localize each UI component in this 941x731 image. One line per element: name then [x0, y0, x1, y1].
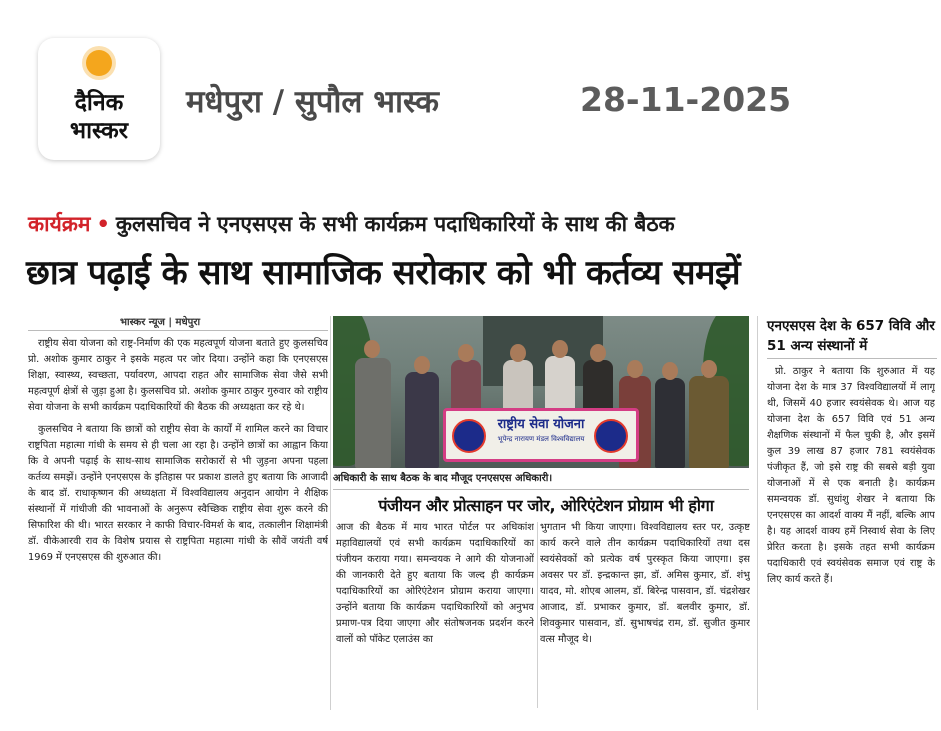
- kicker-bullet: •: [96, 212, 110, 236]
- banner-title: राष्ट्रीय सेवा योजना: [497, 417, 585, 432]
- photo-person-head: [701, 360, 717, 378]
- photo-person: [355, 358, 391, 468]
- column-divider: [757, 316, 758, 710]
- column-divider: [330, 316, 331, 710]
- column-4-paragraph: प्रो. ठाकुर ने बताया कि शुरुआत में यह योजना देश के मात्र 37 विश्वविद्यालयों में लागू थी, जिसमें 40 हजार स्वयंसेवक थे। आज यह योजना देश के 657 विवि एवं 51 अन्य शैक्षणिक संस्थानों में फैल चुकी है, और इसमें कुल 39 लाख 87 हजार 781 स्वयंसेवक पंजीकृत हैं, जो इसे राष्ट्र की सबसे बड़ी युवा योजनाओं में से एक बनाती है। कार्यक्रम समन्वयक डॉ. सुधांशु शेखर ने बताया कि एनएसएस का आदर्श वाक्य मैं नहीं, बल्कि आप है। यह आदर्श वाक्य हमें निस्वार्थ सेवा के लिए प्रेरित करता है। इसके तहत सभी कार्यक्रम पदाधिकारी एवं स्वयंसेवक समाज एवं राष्ट्र के लिए कार्य करते हैं।: [767, 366, 935, 585]
- kicker-label: कार्यक्रम: [28, 212, 91, 236]
- photo-person-head: [662, 362, 678, 380]
- article-kicker: [28, 210, 675, 238]
- photo-person-head: [552, 340, 568, 358]
- sidebar-headline: एनएसएस देश के 657 विवि और 51 अन्य संस्थानों में: [767, 318, 935, 354]
- photo-person-head: [627, 360, 643, 378]
- edition-title: मधेपुरा / सुपौल भास्क: [186, 84, 439, 120]
- article-headline: छात्र पढ़ाई के साथ सामाजिक सरोकार को भी कर्तव्य समझें: [26, 253, 741, 293]
- column-1-paragraph-1: राष्ट्रीय सेवा योजना को राष्ट्र-निर्माण की एक महत्वपूर्ण योजना बताते हुए कुलसचिव प्रो. अशोक कुमार ठाकुर ने इसके महत्व पर जोर दिया। उन्होंने कहा कि एनएसएस शिक्षा, स्वास्थ्य, स्वच्छता, पर्यावरण, आपदा राहत और सामाजिक सेवा जैसे सभी महत्वपूर्ण क्षेत्रों से जुड़ा हुआ है। कुलसचिव प्रो. अशोक कुमार ठाकुर गुरुवार को राष्ट्रीय सेवा योजना के सभी कार्यक्रम पदाधिकारियों की बैठक की अध्यक्षता कर रहे थे।: [28, 338, 328, 413]
- caption-divider: [333, 489, 749, 490]
- kicker-text: कुलसचिव ने एनएसएस के सभी कार्यक्रम पदाधिकारियों के साथ की बैठक: [115, 212, 675, 236]
- photo-person-head: [510, 344, 526, 362]
- column-1-paragraph-2: कुलसचिव ने बताया कि छात्रों को राष्ट्रीय सेवा के कार्यों में शामिल करने का विचार राष्ट्रपिता महात्मा गांधी के समय से ही चला आ रहा है। उन्होंने छात्रों का आह्वान किया कि वे अपनी पढ़ाई के साथ-साथ सामाजिक सरोकारों से भी जुड़ना अपना पहला कर्तव्य समझें। उन्होंने एनएसएस के इतिहास पर प्रकाश डालते हुए बताया कि आजादी के बाद डॉ. राधाकृष्णन की अध्यक्षता में विश्वविद्यालय अनुदान आयोग ने शैक्षिक संस्थानों में गांधीजी की भावनाओं के अनुरूप स्वैच्छिक राष्ट्रीय सेवा शुरू करने की सिफारिश की थी। भारत सरकार ने काफी विचार-विमर्श के बाद, तत्कालीन शिक्षामंत्री डॉ. वीकेआरवी राव के विशेष प्रयास से राष्ट्रपिता महात्मा गांधी के सौवें जयंती वर्ष 1969 में एनएसएस की शुरुआत की।: [28, 424, 328, 563]
- photo-person-head: [364, 340, 380, 358]
- article-photo: [333, 316, 749, 468]
- article-byline: भास्कर न्यूज | मधेपुरा: [120, 317, 201, 328]
- article-column-1: [28, 336, 328, 706]
- photo-person: [689, 376, 729, 468]
- photo-caption: अधिकारी के साथ बैठक के बाद मौजूद एनएसएस अधिकारी।: [333, 473, 553, 484]
- byline-divider: [28, 330, 328, 331]
- edition-date: 28-11-2025: [580, 80, 792, 119]
- article-column-2: आज की बैठक में माय भारत पोर्टल पर अधिकांश महाविद्यालयों एवं सभी कार्यक्रम पदाधिकारियों का पंजीयन कराया गया। समन्वयक ने आगे की योजनाओं की जानकारी देते हुए बताया कि जल्द ही कार्यक्रम पदाधिकारियों का ओरिएंटेशन प्रोग्राम कराया जाएगा। उन्होंने बताया कि कार्यक्रम पदाधिकारियों को अनुभव प्रमाण-पत्र दिया जाएगा और संतोषजनक प्रदर्शन करने वालों को पॉकेट एलाउंस का: [336, 522, 534, 645]
- newspaper-logo: [38, 38, 160, 160]
- article-column-4: [767, 364, 935, 706]
- article-subheadline: पंजीयन और प्रोत्साहन पर जोर, ओरिएंटेशन प्रोग्राम भी होगा: [378, 496, 714, 515]
- nss-banner: [443, 408, 639, 462]
- logo-text-line1: दैनिक: [74, 90, 124, 116]
- sun-icon: [86, 50, 112, 76]
- photo-person-head: [458, 344, 474, 362]
- photo-person: [545, 356, 575, 416]
- article-column-3: भुगतान भी किया जाएगा। विश्वविद्यालय स्तर पर, उत्कृष्ट कार्य करने वाले तीन कार्यक्रम पदाधिकारियों तथा दस स्वयंसेवकों को प्रत्येक वर्ष पुरस्कृत किया जाएगा। इस अवसर पर डॉ. इन्द्रकान्त झा, डॉ. अमिस कुमार, डॉ. शंभु यादव, मो. शोएब आलम, डॉ. बिरेन्द्र पासवान, डॉ. चंद्रशेखर आजाद, डॉ. प्रभाकर कुमार, डॉ. बलवीर कुमार, डॉ. शिवकुमार पासवान, डॉ. सुभाषचंद्र राम, डॉ. सुजीत कुमार वत्स मौजूद थे।: [540, 522, 750, 645]
- logo-text-line2: भास्कर: [69, 118, 129, 144]
- banner-subtitle: भूपेन्द्र नारायण मंडल विश्वविद्यालय: [497, 435, 585, 443]
- photo-person-head: [414, 356, 430, 374]
- photo-person: [655, 378, 685, 468]
- column-divider: [537, 522, 538, 708]
- photo-person: [405, 372, 439, 468]
- photo-person-head: [590, 344, 606, 362]
- sidebar-divider: [767, 358, 937, 359]
